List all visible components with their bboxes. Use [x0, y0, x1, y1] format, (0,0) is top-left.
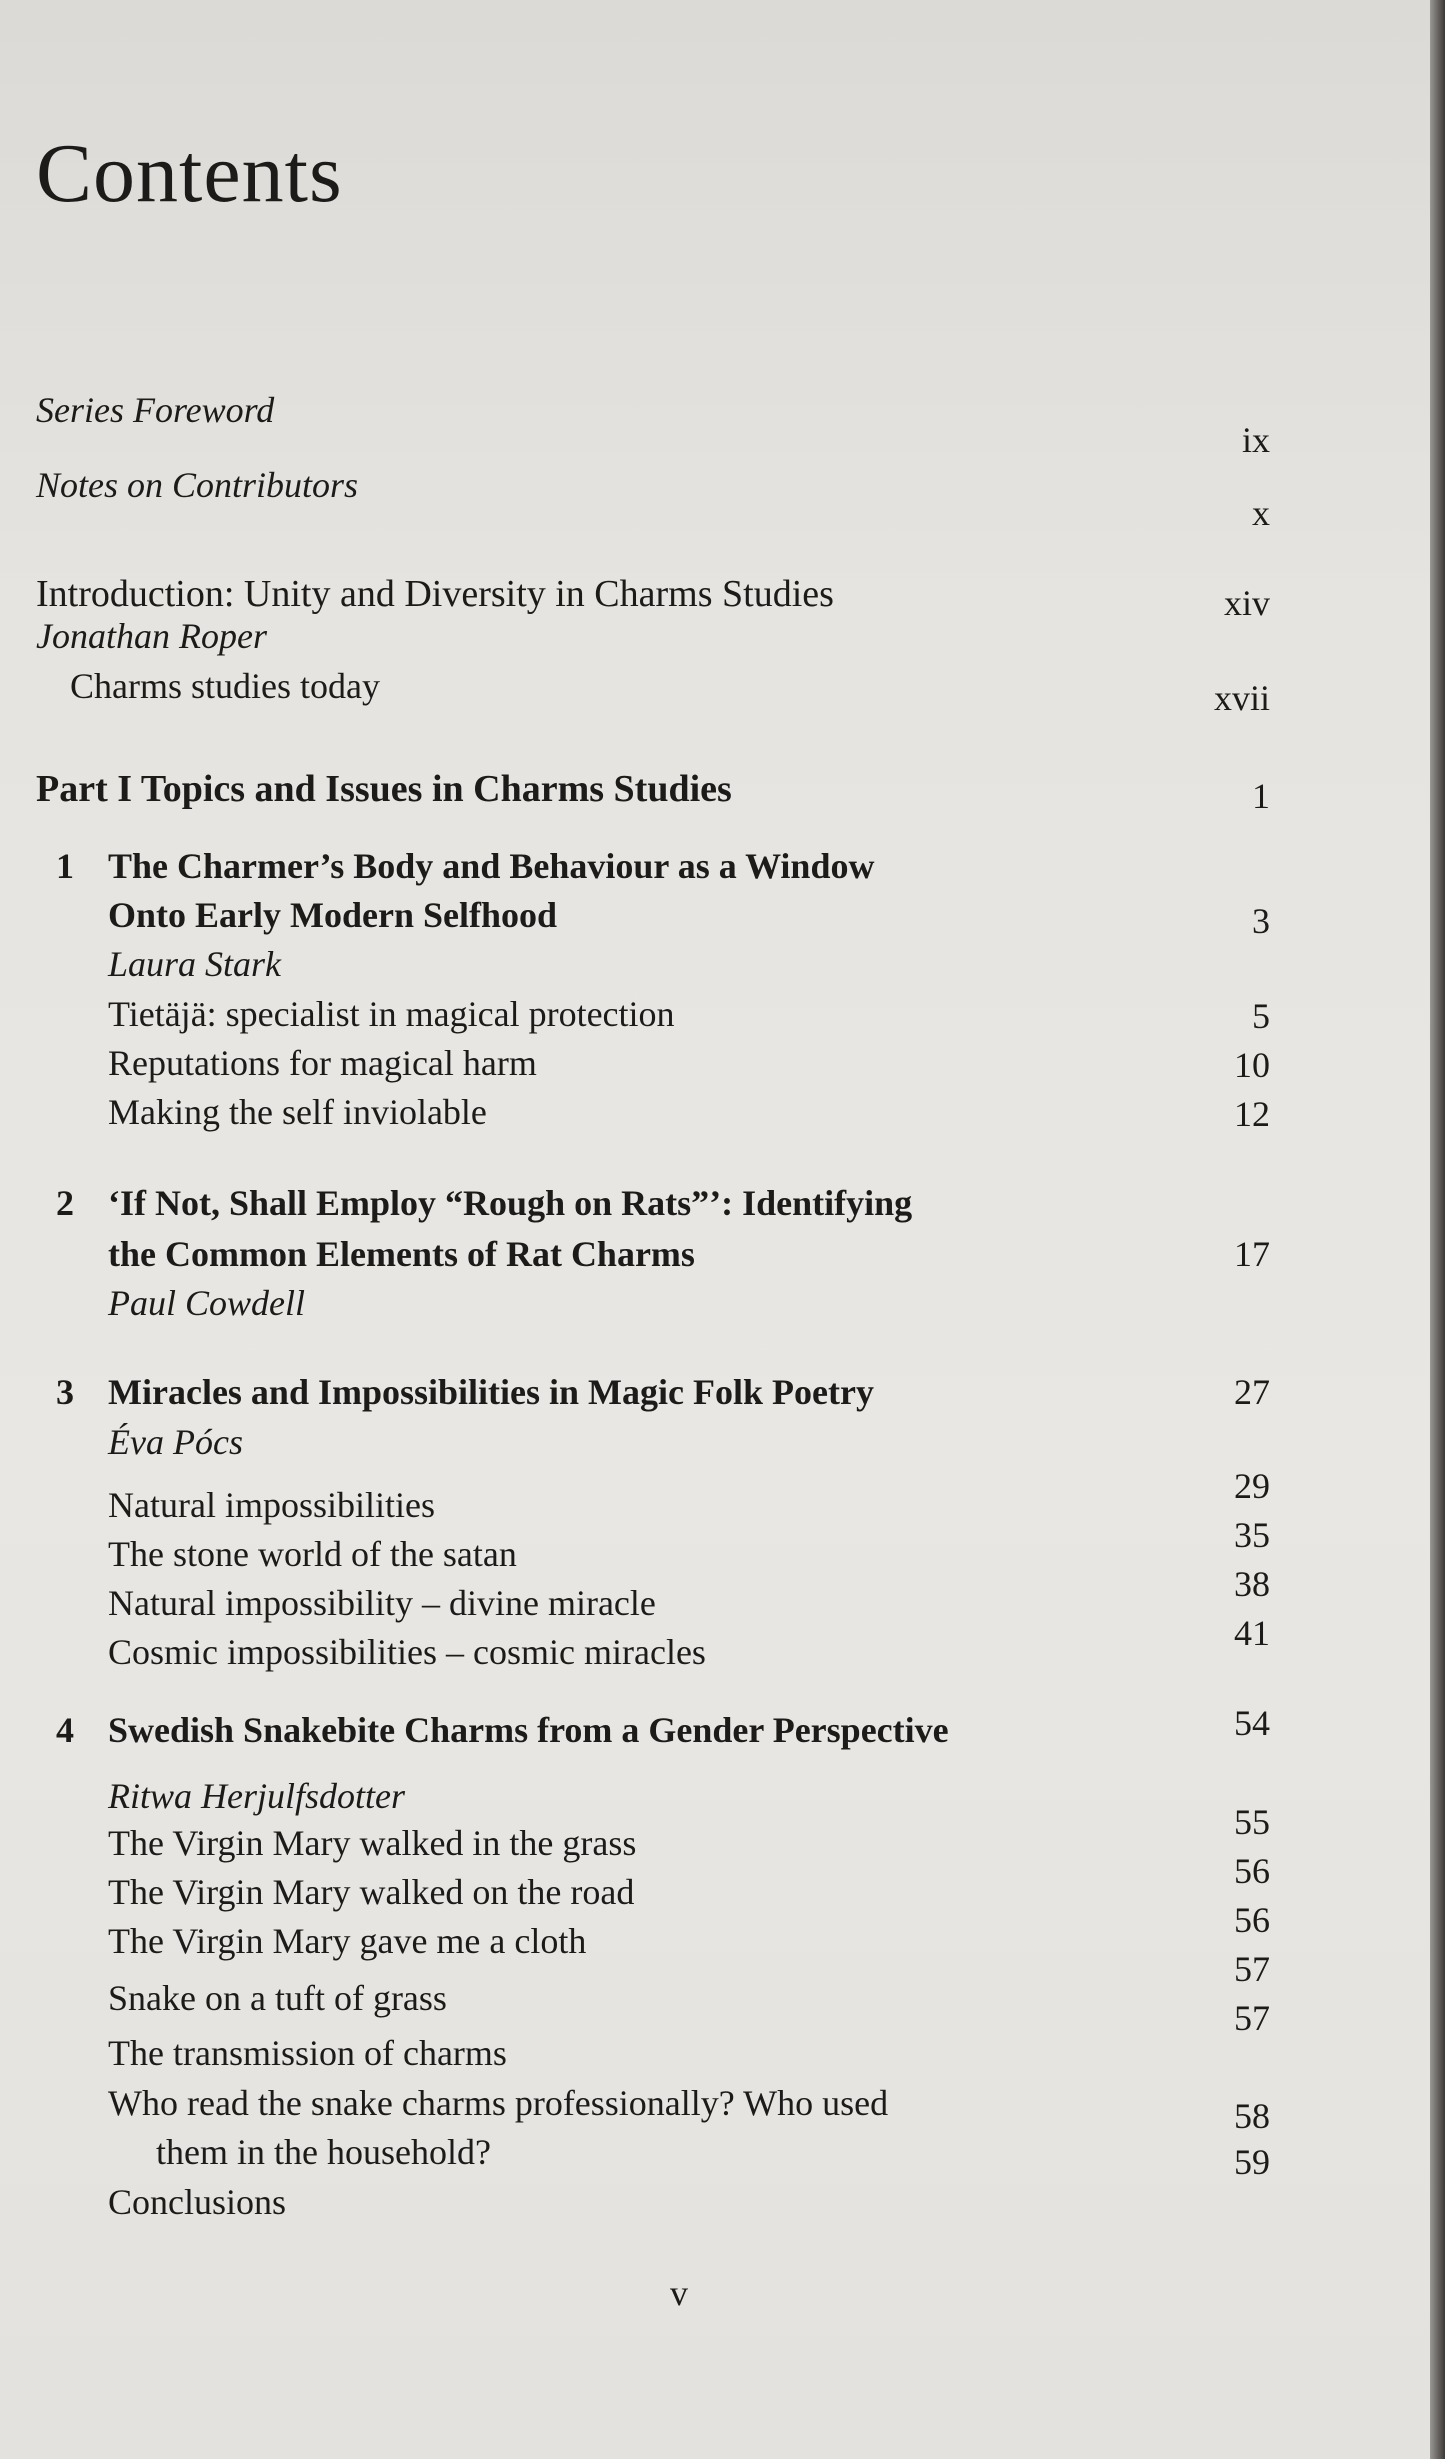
- toc-author-chapter-4: Ritwa Herjulfsdotter: [108, 1776, 405, 1816]
- toc-chapter-3-number: 3: [56, 1372, 74, 1412]
- page-edge-shadow: [1430, 0, 1445, 2459]
- toc-sub-4-6: Who read the snake charms professionally? Who used: [108, 2083, 889, 2123]
- toc-entry-notes-on-contributors: Notes on Contributors: [36, 465, 359, 505]
- toc-chapter-4-number: 4: [56, 1710, 74, 1750]
- toc-sub-1-2: Reputations for magical harm: [108, 1043, 537, 1083]
- toc-page-4-7: 58: [1234, 2096, 1270, 2136]
- toc-author-introduction: Jonathan Roper: [36, 616, 267, 656]
- toc-page-4-4: 57: [1234, 1949, 1270, 1989]
- toc-sub-3-2: The stone world of the satan: [108, 1534, 517, 1574]
- toc-chapter-1-number: 1: [56, 846, 74, 886]
- toc-page-1-2: 10: [1234, 1045, 1270, 1085]
- page-title: Contents: [36, 127, 343, 220]
- toc-page-part-1: 1: [1252, 776, 1270, 816]
- toc-page-notes-on-contributors: x: [1252, 493, 1270, 533]
- toc-page-charms-studies-today: xvii: [1213, 678, 1270, 718]
- toc-page-4-8: 59: [1234, 2142, 1270, 2182]
- toc-sub-4-2: The Virgin Mary walked on the road: [108, 1872, 635, 1912]
- toc-page-4-1: 55: [1234, 1802, 1270, 1842]
- toc-author-chapter-1: Laura Stark: [108, 944, 282, 984]
- toc-sub-3-1: Natural impossibilities: [108, 1485, 435, 1525]
- toc-page-chapter-3: 27: [1234, 1372, 1270, 1412]
- toc-page-chapter-2: 17: [1234, 1234, 1270, 1274]
- toc-chapter-1-title-line2: Onto Early Modern Selfhood: [108, 895, 558, 935]
- toc-chapter-4-title: Swedish Snakebite Charms from a Gender Perspective: [108, 1710, 949, 1750]
- toc-chapter-2-number: 2: [56, 1183, 74, 1223]
- toc-sub-4-5: The transmission of charms: [108, 2033, 507, 2073]
- toc-page-chapter-4: 54: [1234, 1703, 1270, 1743]
- toc-entry-introduction: Introduction: Unity and Diversity in Charms Studies: [36, 573, 834, 615]
- toc-sub-4-7: them in the household?: [156, 2132, 491, 2172]
- toc-page-1-1: 5: [1252, 996, 1270, 1036]
- toc-sub-4-4: Snake on a tuft of grass: [108, 1978, 447, 2018]
- toc-page-introduction: xiv: [1223, 583, 1270, 623]
- toc-entry-series-foreword: Series Foreword: [36, 390, 275, 430]
- toc-page-4-3: 56: [1234, 1900, 1270, 1940]
- toc-sub-4-8: Conclusions: [108, 2182, 287, 2222]
- toc-sub-3-3: Natural impossibility – divine miracle: [108, 1583, 656, 1623]
- toc-page-series-foreword: ix: [1241, 420, 1270, 460]
- toc-page-4-2: 56: [1234, 1851, 1270, 1891]
- toc-chapter-2-title-line2: the Common Elements of Rat Charms: [108, 1234, 695, 1274]
- toc-sub-4-1: The Virgin Mary walked in the grass: [108, 1823, 637, 1863]
- toc-page-3-2: 35: [1234, 1515, 1270, 1555]
- toc-page-4-5: 57: [1234, 1998, 1270, 2038]
- toc-part-1: Part I Topics and Issues in Charms Studies: [36, 768, 732, 810]
- toc-sub-charms-studies-today: Charms studies today: [70, 666, 380, 706]
- toc-author-chapter-2: Paul Cowdell: [108, 1283, 305, 1323]
- toc-page-chapter-1: 3: [1252, 901, 1270, 941]
- toc-sub-3-4: Cosmic impossibilities – cosmic miracles: [108, 1632, 706, 1672]
- toc-chapter-2-title-line1: ‘If Not, Shall Employ “Rough on Rats”’: Identifying: [108, 1183, 913, 1223]
- toc-page-3-3: 38: [1234, 1564, 1270, 1604]
- toc-chapter-1-title-line1: The Charmer’s Body and Behaviour as a Window: [108, 846, 875, 886]
- toc-page-3-4: 41: [1234, 1613, 1270, 1653]
- toc-page-1-3: 12: [1234, 1094, 1270, 1134]
- toc-sub-1-1: Tietäjä: specialist in magical protection: [108, 994, 675, 1034]
- page-folio: v: [670, 2273, 688, 2313]
- toc-author-chapter-3: Éva Pócs: [108, 1422, 243, 1462]
- toc-page-3-1: 29: [1234, 1466, 1270, 1506]
- toc-sub-4-3: The Virgin Mary gave me a cloth: [108, 1921, 587, 1961]
- toc-sub-1-3: Making the self inviolable: [108, 1092, 487, 1132]
- toc-chapter-3-title: Miracles and Impossibilities in Magic Folk Poetry: [108, 1372, 874, 1412]
